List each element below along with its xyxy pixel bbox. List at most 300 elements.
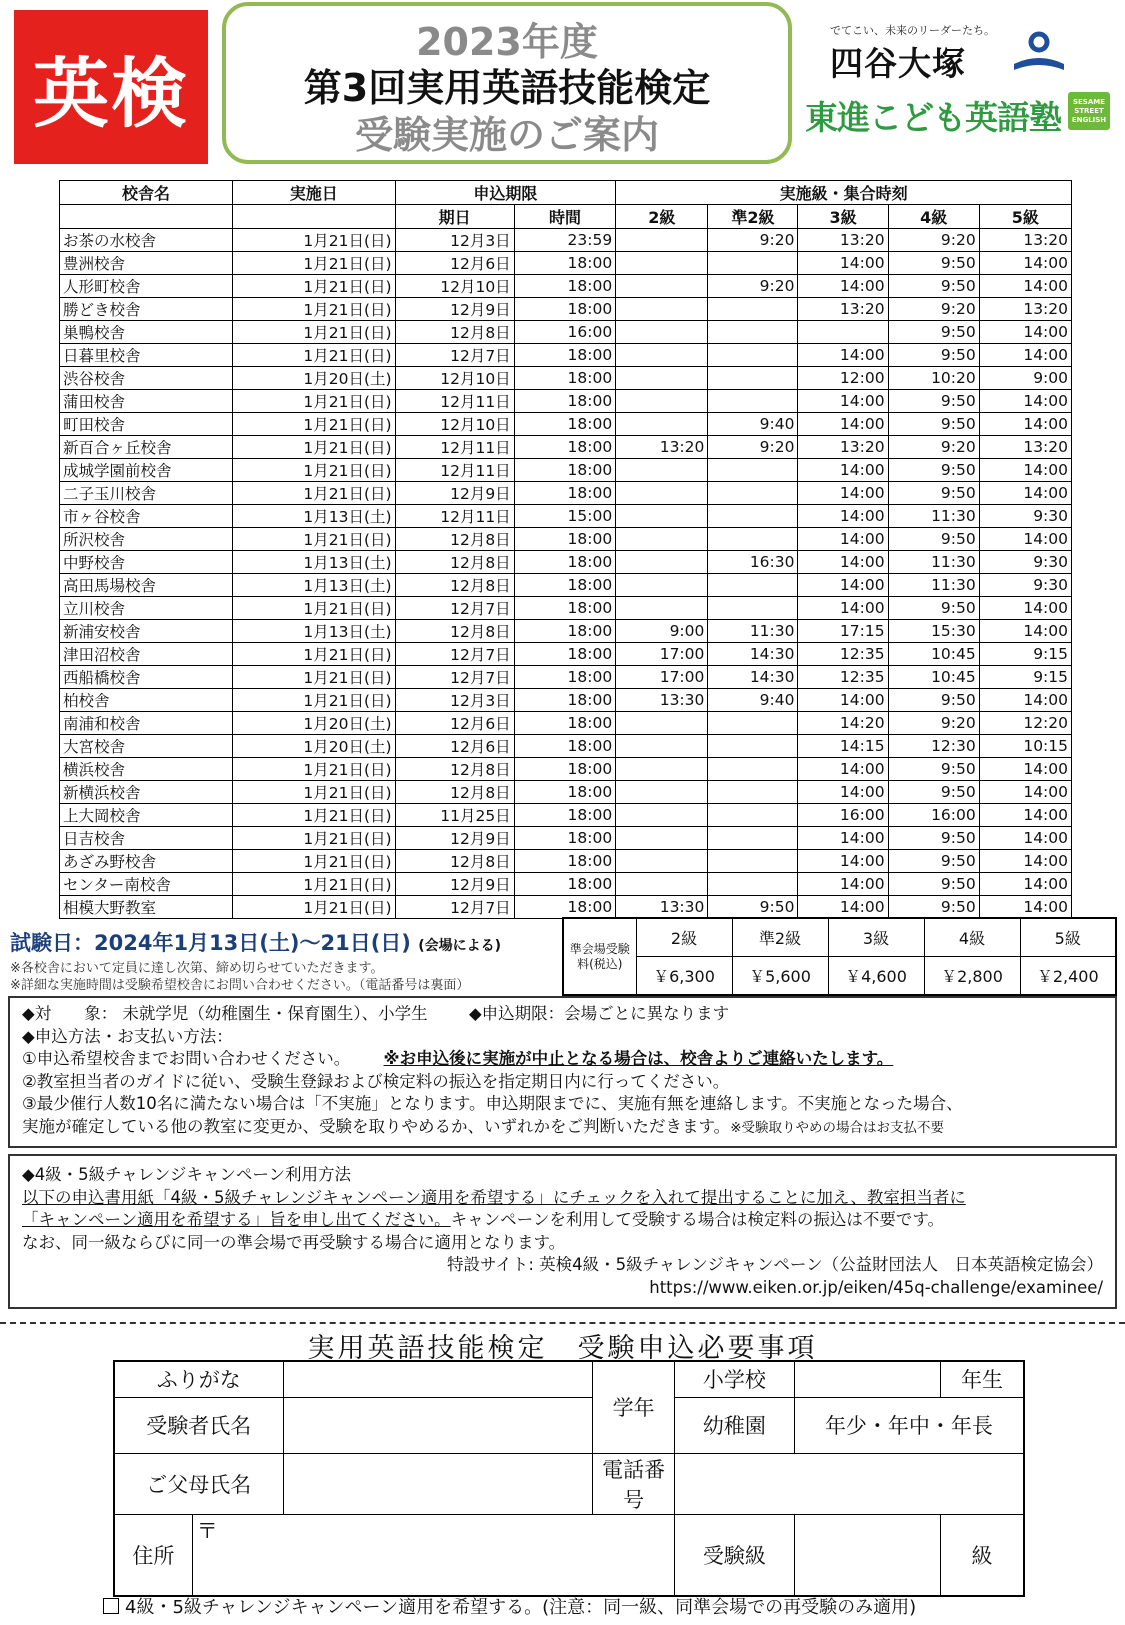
info-step3b-line <box>22 1116 1103 1140</box>
cell-deadline-day: 12月11日 <box>395 436 514 459</box>
cell-grade-5-time: 14:00 <box>979 528 1071 551</box>
cell-grade-3-time: 14:00 <box>798 390 888 413</box>
cell-school-name: 豊洲校舎 <box>60 252 233 275</box>
cell-grade-3-time: 12:35 <box>798 643 888 666</box>
info-target: ◆対 象： 未就学児（幼稚園生・保育園生）、小学生 <box>22 1004 428 1023</box>
cell-grade-5-time: 9:15 <box>979 666 1071 689</box>
cell-school-name: 市ヶ谷校舎 <box>60 505 233 528</box>
table-row <box>60 827 1072 850</box>
cell-grade-4-time: 9:50 <box>888 344 979 367</box>
cell-deadline-day: 12月8日 <box>395 574 514 597</box>
cell-exam-date: 1月21日(日) <box>232 252 395 275</box>
cell-grade-2-time <box>616 804 708 827</box>
cell-deadline-day: 12月3日 <box>395 229 514 252</box>
table-row <box>60 482 1072 505</box>
cell-deadline-day: 12月9日 <box>395 298 514 321</box>
cell-grade-p2-time <box>708 344 798 367</box>
cell-school-name: センター南校舎 <box>60 873 233 896</box>
cell-grade-p2-time <box>708 528 798 551</box>
cell-grade-p2-time <box>708 735 798 758</box>
cell-deadline-day: 12月8日 <box>395 781 514 804</box>
label-grade: 学年 <box>593 1361 674 1453</box>
table-row <box>60 896 1072 919</box>
campaign-url[interactable]: https://www.eiken.or.jp/eiken/45q-challenge/examinee/ <box>649 1277 1103 1297</box>
cell-exam-date: 1月13日(土) <box>232 505 395 528</box>
cell-grade-p2-time <box>708 252 798 275</box>
form-title: 実用英語技能検定 受験申込必要事項 <box>307 1333 818 1364</box>
campaign-line3: なお、同一級ならびに同一の準会場で再受験する場合に適用となります。 <box>22 1232 566 1252</box>
cell-deadline-time: 18:00 <box>514 597 616 620</box>
table-row <box>60 850 1072 873</box>
cell-grade-3-time: 13:20 <box>798 229 888 252</box>
cell-grade-4-time: 9:50 <box>888 252 979 275</box>
cell-grade-3-time <box>798 321 888 344</box>
cell-exam-date: 1月21日(日) <box>232 804 395 827</box>
cell-deadline-time: 18:00 <box>514 459 616 482</box>
label-address: 住所 <box>114 1514 192 1596</box>
cell-grade-4-time: 10:45 <box>888 666 979 689</box>
cell-grade-4-time: 9:50 <box>888 873 979 896</box>
cell-school-name: 人形町校舎 <box>60 275 233 298</box>
fee-grade: 準2級 <box>732 918 828 957</box>
fee-grade: 4級 <box>924 918 1020 957</box>
cell-deadline-day: 12月10日 <box>395 367 514 390</box>
table-row <box>60 459 1072 482</box>
cell-exam-date: 1月21日(日) <box>232 643 395 666</box>
cell-deadline-time: 18:00 <box>514 574 616 597</box>
campaign-checkbox-row[interactable] <box>103 1593 916 1619</box>
cell-grade-4-time: 9:50 <box>888 827 979 850</box>
cell-grade-5-time: 14:00 <box>979 321 1071 344</box>
field-furigana[interactable] <box>283 1361 593 1397</box>
cell-grade-3-time: 14:00 <box>798 850 888 873</box>
cell-grade-2-time <box>616 367 708 390</box>
exam-note-2: ※詳細な実施時間は受験希望校舎にお問い合わせください。（電話番号は裏面） <box>10 978 470 993</box>
cell-grade-4-time: 9:50 <box>888 689 979 712</box>
fee-price: ￥2,800 <box>924 957 1020 996</box>
cell-school-name: 日吉校舎 <box>60 827 233 850</box>
cell-grade-4-time: 9:50 <box>888 321 979 344</box>
col-gp2: 準2級 <box>708 205 798 229</box>
cell-deadline-time: 18:00 <box>514 275 616 298</box>
label-kindergarten: 幼稚園 <box>674 1397 794 1453</box>
page-subtitle: 受験実施のご案内 <box>354 113 659 157</box>
table-row <box>60 758 1072 781</box>
cell-grade-4-time: 9:50 <box>888 413 979 436</box>
cell-grade-p2-time: 14:30 <box>708 643 798 666</box>
cell-grade-p2-time: 9:50 <box>708 896 798 919</box>
cell-exam-date: 1月21日(日) <box>232 528 395 551</box>
campaign-line2 <box>22 1209 1103 1232</box>
cell-grade-5-time: 14:00 <box>979 482 1071 505</box>
cell-deadline-time: 18:00 <box>514 344 616 367</box>
cell-grade-2-time <box>616 482 708 505</box>
cell-grade-5-time: 9:15 <box>979 643 1071 666</box>
cell-grade-4-time: 9:50 <box>888 390 979 413</box>
col-deadline-time: 時間 <box>514 205 616 229</box>
page-title: 第3回実用英語技能検定 <box>303 66 711 110</box>
info-step3b: 実施が確定している他の教室に変更か、受験を取りやめるか、いずれかをご判断いただきます。 <box>22 1116 731 1136</box>
cell-deadline-time: 18:00 <box>514 528 616 551</box>
cell-grade-5-time: 14:00 <box>979 896 1071 919</box>
field-examinee-name[interactable] <box>283 1397 593 1453</box>
cell-grade-3-time: 14:00 <box>798 459 888 482</box>
cell-school-name: 渋谷校舎 <box>60 367 233 390</box>
cell-grade-4-time: 15:30 <box>888 620 979 643</box>
cell-deadline-day: 11月25日 <box>395 804 514 827</box>
kindergarten-years[interactable]: 年少・年中・年長 <box>794 1397 1024 1453</box>
table-row <box>60 367 1072 390</box>
cell-grade-3-time: 14:00 <box>798 275 888 298</box>
label-parent-name: ご父母氏名 <box>114 1453 283 1514</box>
cell-grade-4-time: 11:30 <box>888 551 979 574</box>
cell-grade-p2-time <box>708 482 798 505</box>
cell-deadline-day: 12月8日 <box>395 850 514 873</box>
cell-school-name: 津田沼校舎 <box>60 643 233 666</box>
label-furigana: ふりがな <box>114 1361 283 1397</box>
campaign-checkbox[interactable] <box>103 1598 119 1614</box>
cell-grade-5-time: 14:00 <box>979 390 1071 413</box>
fee-price: ￥6,300 <box>636 957 732 996</box>
cell-grade-p2-time: 11:30 <box>708 620 798 643</box>
cell-exam-date: 1月13日(土) <box>232 620 395 643</box>
cell-grade-3-time: 14:00 <box>798 482 888 505</box>
cell-grade-3-time: 14:00 <box>798 597 888 620</box>
campaign-title: ◆4級・5級チャレンジキャンペーン利用方法 <box>22 1165 352 1184</box>
cell-grade-3-time: 14:00 <box>798 873 888 896</box>
table-row <box>60 390 1072 413</box>
col-school-sub <box>60 205 233 229</box>
cell-grade-3-time: 14:00 <box>798 344 888 367</box>
cell-grade-p2-time <box>708 505 798 528</box>
cell-school-name: 町田校舎 <box>60 413 233 436</box>
cell-grade-p2-time: 9:40 <box>708 413 798 436</box>
cell-school-name: 蒲田校舎 <box>60 390 233 413</box>
cell-exam-date: 1月21日(日) <box>232 666 395 689</box>
cell-school-name: 中野校舎 <box>60 551 233 574</box>
cell-grade-3-time: 14:00 <box>798 896 888 919</box>
col-g2: 2級 <box>616 205 708 229</box>
cell-exam-date: 1月21日(日) <box>232 482 395 505</box>
cell-exam-date: 1月21日(日) <box>232 321 395 344</box>
cell-school-name: 柏校舎 <box>60 689 233 712</box>
table-row <box>60 551 1072 574</box>
title-year: 2023年度 <box>416 20 598 64</box>
col-date: 実施日 <box>232 181 395 205</box>
col-school: 校舎名 <box>60 181 233 205</box>
cell-deadline-time: 18:00 <box>514 643 616 666</box>
cell-exam-date: 1月20日(土) <box>232 735 395 758</box>
cell-grade-2-time <box>616 390 708 413</box>
cell-grade-5-time: 14:00 <box>979 781 1071 804</box>
cell-grade-2-time <box>616 873 708 896</box>
cell-deadline-day: 12月6日 <box>395 735 514 758</box>
cell-grade-3-time: 14:00 <box>798 252 888 275</box>
field-address[interactable] <box>283 1514 674 1596</box>
cell-grade-p2-time <box>708 367 798 390</box>
field-school-year[interactable] <box>794 1361 940 1397</box>
fee-header-label: 準会場受験料(税込) <box>563 918 636 995</box>
cell-exam-date: 1月21日(日) <box>232 827 395 850</box>
cell-exam-date: 1月21日(日) <box>232 413 395 436</box>
label-year-suffix: 年生 <box>940 1361 1024 1397</box>
cell-deadline-time: 18:00 <box>514 413 616 436</box>
cell-grade-5-time: 9:00 <box>979 367 1071 390</box>
cell-grade-2-time <box>616 505 708 528</box>
cell-deadline-day: 12月10日 <box>395 275 514 298</box>
cell-grade-p2-time: 9:20 <box>708 229 798 252</box>
cell-grade-p2-time <box>708 321 798 344</box>
cell-school-name: お茶の水校舎 <box>60 229 233 252</box>
cell-deadline-day: 12月7日 <box>395 597 514 620</box>
label-examinee-name: 受験者氏名 <box>114 1397 283 1453</box>
table-row <box>60 597 1072 620</box>
cell-deadline-day: 12月11日 <box>395 459 514 482</box>
cell-grade-p2-time: 16:30 <box>708 551 798 574</box>
cell-grade-3-time: 14:00 <box>798 781 888 804</box>
cell-exam-date: 1月21日(日) <box>232 850 395 873</box>
cell-grade-5-time: 14:00 <box>979 873 1071 896</box>
cell-grade-p2-time: 9:20 <box>708 436 798 459</box>
cell-grade-2-time <box>616 321 708 344</box>
campaign-box <box>8 1154 1117 1309</box>
cell-grade-5-time: 14:00 <box>979 344 1071 367</box>
cell-exam-date: 1月21日(日) <box>232 758 395 781</box>
cell-exam-date: 1月21日(日) <box>232 689 395 712</box>
cell-grade-3-time: 12:00 <box>798 367 888 390</box>
cell-grade-2-time <box>616 735 708 758</box>
cell-grade-3-time: 14:00 <box>798 827 888 850</box>
cell-school-name: 新横浜校舎 <box>60 781 233 804</box>
cell-grade-p2-time <box>708 459 798 482</box>
cell-grade-5-time: 14:00 <box>979 804 1071 827</box>
cell-grade-5-time: 14:00 <box>979 275 1071 298</box>
cell-deadline-time: 18:00 <box>514 620 616 643</box>
cell-deadline-time: 18:00 <box>514 758 616 781</box>
cell-grade-2-time <box>616 574 708 597</box>
label-phone: 電話番号 <box>593 1453 674 1514</box>
cell-grade-5-time: 14:00 <box>979 758 1071 781</box>
cell-deadline-day: 12月11日 <box>395 390 514 413</box>
cell-school-name: 二子玉川校舎 <box>60 482 233 505</box>
info-step1-note: ※お申込後に実施が中止となる場合は、校舎よりご連絡いたします。 <box>383 1049 894 1068</box>
label-elementary: 小学校 <box>674 1361 794 1397</box>
cell-grade-4-time: 9:50 <box>888 482 979 505</box>
cell-deadline-day: 12月11日 <box>395 505 514 528</box>
cell-grade-p2-time <box>708 850 798 873</box>
cell-grade-2-time: 17:00 <box>616 643 708 666</box>
cell-grade-5-time: 14:00 <box>979 597 1071 620</box>
cell-exam-date: 1月20日(土) <box>232 367 395 390</box>
fee-grade: 3級 <box>828 918 924 957</box>
cell-grade-3-time: 14:00 <box>798 551 888 574</box>
cell-grade-2-time <box>616 781 708 804</box>
cell-grade-5-time: 9:30 <box>979 551 1071 574</box>
cell-exam-date: 1月21日(日) <box>232 436 395 459</box>
cell-school-name: 新百合ヶ丘校舎 <box>60 436 233 459</box>
cell-grade-p2-time <box>708 574 798 597</box>
cell-grade-3-time: 14:00 <box>798 528 888 551</box>
col-deadline: 申込期限 <box>395 181 616 205</box>
table-row <box>60 252 1072 275</box>
application-info-box <box>8 996 1117 1148</box>
cell-grade-4-time: 11:30 <box>888 505 979 528</box>
cell-deadline-time: 18:00 <box>514 551 616 574</box>
col-g4: 4級 <box>888 205 979 229</box>
cell-school-name: 日暮里校舎 <box>60 344 233 367</box>
cell-grade-5-time: 14:00 <box>979 827 1071 850</box>
cell-deadline-day: 12月6日 <box>395 712 514 735</box>
table-row <box>60 804 1072 827</box>
cell-grade-2-time: 13:30 <box>616 896 708 919</box>
campaign-line1: 以下の申込書用紙「4級・5級チャレンジキャンペーン適用を希望する」にチェックを入れて提出することに加え、教室担当者に <box>22 1187 966 1207</box>
cell-grade-2-time <box>616 298 708 321</box>
cell-exam-date: 1月21日(日) <box>232 896 395 919</box>
info-line-target <box>22 1003 1103 1026</box>
cell-grade-3-time: 14:00 <box>798 505 888 528</box>
cell-grade-5-time: 13:20 <box>979 436 1071 459</box>
cell-deadline-time: 18:00 <box>514 735 616 758</box>
table-row <box>60 712 1072 735</box>
cell-grade-4-time: 9:50 <box>888 896 979 919</box>
cell-deadline-time: 18:00 <box>514 482 616 505</box>
cell-grade-4-time: 9:50 <box>888 781 979 804</box>
cell-grade-2-time <box>616 758 708 781</box>
cell-grade-4-time: 9:50 <box>888 758 979 781</box>
eiken-logo: 英検 <box>14 10 208 164</box>
cell-deadline-day: 12月10日 <box>395 413 514 436</box>
cell-grade-2-time <box>616 597 708 620</box>
cell-grade-p2-time <box>708 390 798 413</box>
cell-deadline-time: 18:00 <box>514 827 616 850</box>
cell-grade-4-time: 10:20 <box>888 367 979 390</box>
cell-deadline-day: 12月7日 <box>395 896 514 919</box>
cell-grade-4-time: 9:20 <box>888 436 979 459</box>
table-row <box>60 229 1072 252</box>
cell-grade-3-time: 14:00 <box>798 689 888 712</box>
cell-grade-4-time: 9:50 <box>888 459 979 482</box>
cell-grade-p2-time <box>708 758 798 781</box>
table-row <box>60 321 1072 344</box>
field-phone[interactable] <box>674 1453 1024 1514</box>
table-row <box>60 413 1072 436</box>
exam-date-range: 2024年1月13日(土)～21日(日) <box>94 931 411 955</box>
cell-grade-5-time: 14:00 <box>979 620 1071 643</box>
fee-table <box>562 917 1117 996</box>
cell-school-name: 成城学園前校舎 <box>60 459 233 482</box>
exam-date-label: 試験日： <box>10 931 94 955</box>
cell-deadline-time: 18:00 <box>514 367 616 390</box>
cell-grade-3-time: 17:15 <box>798 620 888 643</box>
brand-tagline: でてこい、未来のリーダーたち。 <box>830 24 995 37</box>
cell-exam-date: 1月21日(日) <box>232 298 395 321</box>
cell-deadline-time: 18:00 <box>514 781 616 804</box>
label-grade-suffix: 級 <box>940 1514 1024 1596</box>
schedule-table <box>59 180 1072 919</box>
cell-deadline-time: 18:00 <box>514 896 616 919</box>
cell-grade-2-time: 13:30 <box>616 689 708 712</box>
cell-grade-p2-time <box>708 781 798 804</box>
cell-grade-2-time: 17:00 <box>616 666 708 689</box>
cell-grade-3-time: 14:00 <box>798 413 888 436</box>
table-row <box>60 275 1072 298</box>
info-method: ◆申込方法・お支払い方法： <box>22 1026 233 1046</box>
cell-deadline-time: 18:00 <box>514 689 616 712</box>
cell-grade-2-time <box>616 252 708 275</box>
cell-deadline-time: 18:00 <box>514 298 616 321</box>
cell-grade-2-time <box>616 712 708 735</box>
cell-deadline-day: 12月8日 <box>395 321 514 344</box>
cell-grade-2-time <box>616 551 708 574</box>
cell-deadline-day: 12月3日 <box>395 689 514 712</box>
cell-grade-2-time: 13:20 <box>616 436 708 459</box>
postal-mark: 〒 <box>192 1514 283 1596</box>
cell-grade-4-time: 9:50 <box>888 850 979 873</box>
cell-exam-date: 1月21日(日) <box>232 275 395 298</box>
cell-exam-date: 1月13日(土) <box>232 551 395 574</box>
campaign-site: 特設サイト: 英検4級・5級チャレンジキャンペーン（公益財団法人 日本英語検定協会） <box>447 1255 1103 1274</box>
campaign-line2a: 「キャンペーン適用を希望する」旨を申し出てください。 <box>22 1210 451 1229</box>
cell-exam-date: 1月21日(日) <box>232 390 395 413</box>
cell-grade-p2-time: 9:20 <box>708 275 798 298</box>
cell-grade-5-time: 12:20 <box>979 712 1071 735</box>
cell-grade-p2-time <box>708 712 798 735</box>
cut-line <box>0 1322 1125 1324</box>
cell-deadline-day: 12月8日 <box>395 620 514 643</box>
cell-grade-4-time: 9:50 <box>888 597 979 620</box>
cell-grade-3-time: 14:00 <box>798 574 888 597</box>
table-row <box>60 574 1072 597</box>
cell-grade-5-time: 14:00 <box>979 850 1071 873</box>
field-exam-grade[interactable] <box>794 1514 940 1596</box>
info-step2: ②教室担当者のガイドに従い、受験生登録および検定料の振込を指定期日内に行ってください。 <box>22 1071 730 1091</box>
col-g3: 3級 <box>798 205 888 229</box>
cell-deadline-day: 12月8日 <box>395 758 514 781</box>
cell-deadline-time: 15:00 <box>514 505 616 528</box>
cell-grade-4-time: 9:20 <box>888 298 979 321</box>
cell-deadline-day: 12月9日 <box>395 827 514 850</box>
cell-grade-4-time: 9:50 <box>888 528 979 551</box>
cell-deadline-time: 16:00 <box>514 321 616 344</box>
schedule-body <box>60 229 1072 919</box>
cell-grade-p2-time <box>708 873 798 896</box>
sesame-street-logo: SESAME STREET ENGLISH <box>1068 92 1110 130</box>
table-row <box>60 643 1072 666</box>
exam-note-1: ※各校舎において定員に達し次第、締め切らせていただきます。 <box>10 961 384 976</box>
cell-grade-3-time: 14:15 <box>798 735 888 758</box>
cell-exam-date: 1月21日(日) <box>232 229 395 252</box>
cell-grade-5-time: 14:00 <box>979 252 1071 275</box>
cell-exam-date: 1月20日(土) <box>232 712 395 735</box>
cell-school-name: 所沢校舎 <box>60 528 233 551</box>
cell-grade-2-time <box>616 344 708 367</box>
campaign-line2b: キャンペーンを利用して受験する場合は検定料の振込は不要です。 <box>450 1210 945 1229</box>
cell-school-name: 横浜校舎 <box>60 758 233 781</box>
cell-deadline-day: 12月7日 <box>395 643 514 666</box>
table-row <box>60 505 1072 528</box>
cell-grade-4-time: 9:50 <box>888 275 979 298</box>
cell-exam-date: 1月21日(日) <box>232 873 395 896</box>
cell-school-name: 南浦和校舎 <box>60 712 233 735</box>
cell-grade-3-time: 14:00 <box>798 758 888 781</box>
cell-grade-4-time: 11:30 <box>888 574 979 597</box>
field-parent-name[interactable] <box>283 1453 593 1514</box>
table-row <box>60 620 1072 643</box>
cell-grade-4-time: 12:30 <box>888 735 979 758</box>
col-deadline-day: 期日 <box>395 205 514 229</box>
cell-school-name: 相模大野教室 <box>60 896 233 919</box>
cell-school-name: 西船橋校舎 <box>60 666 233 689</box>
